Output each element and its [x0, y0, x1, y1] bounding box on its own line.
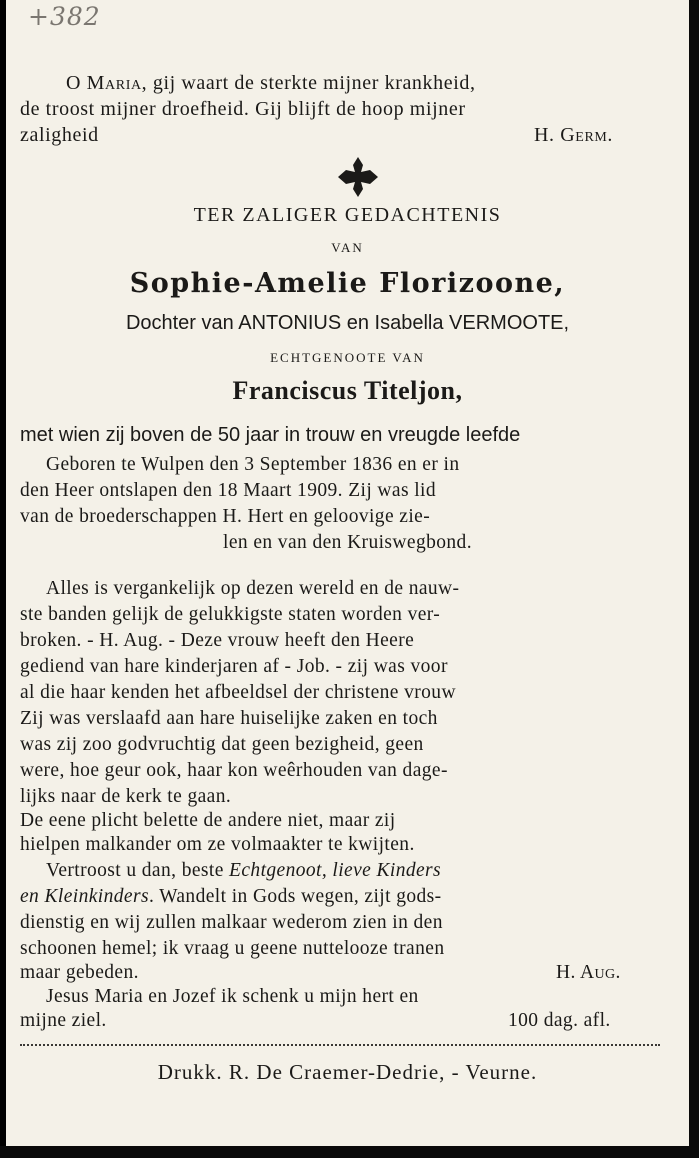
quote-line-3: zaligheid	[20, 124, 99, 146]
bio-line-3: van de broederschappen H. Hert en geloovige zie-	[20, 506, 431, 527]
bio-line-2: den Heer ontslapen den 18 Maart 1909. Zij was lid	[20, 480, 436, 501]
scan-border-bottom	[0, 1146, 699, 1158]
meditation-line-14: dienstig en wij zullen malkaar wederom zien in den	[20, 912, 443, 933]
quote-source: H. Germ.	[534, 124, 614, 146]
prayer-line-1: Jesus Maria en Jozef ik schenk u mijn hert en	[46, 986, 419, 1007]
quote-line-1	[66, 72, 476, 95]
meditation-line-12-start: Vertroost u dan, beste	[46, 860, 230, 881]
meditation-italic-family: Echtgenoot, lieve Kinders	[229, 860, 442, 881]
meditation-line-12	[46, 860, 441, 882]
meditation-line-10: De eene plicht belette de andere niet, maar zij	[20, 810, 396, 831]
parents-line: Dochter van ANTONIUS en Isabella VERMOOTE,	[125, 312, 570, 334]
meditation-line-3: broken. - H. Aug. - Deze vrouw heeft den Heere	[20, 630, 415, 651]
bio-line-1: Geboren te Wulpen den 3 September 1836 en er in	[46, 454, 460, 475]
quote-line-1-end: , gij waart de sterkte mijner krankheid,	[141, 72, 476, 94]
meditation-line-15: schoonen hemel; ik vraag u geene nuttelooze tranen	[20, 938, 445, 959]
meditation-line-5: al die haar kenden het afbeeldsel der christene vrouw	[20, 682, 456, 703]
van-label: VAN	[331, 240, 364, 255]
meditation-line-9: lijks naar de kerk te gaan.	[20, 786, 232, 807]
meditation-line-7: was zij zoo godvruchtig dat geen bezigheid, geen	[20, 734, 424, 755]
scan-border-right	[689, 0, 699, 1158]
quote-line-1-start: O	[66, 72, 87, 94]
meditation-line-6: Zij was verslaafd aan hare huiselijke zaken en toch	[20, 708, 438, 729]
cross-icon	[336, 155, 380, 199]
meditation-line-2: ste banden gelijk de gelukkigste staten worden ver-	[20, 604, 441, 625]
meditation-line-8: were, hoe geur ook, haar kon weêrhouden van dage-	[20, 760, 448, 781]
meditation-line-13-end: . Wandelt in Gods wegen, zijt gods-	[148, 886, 442, 907]
catalog-number: +382	[28, 2, 101, 31]
spouse-name: Franciscus Titeljon,	[232, 376, 463, 405]
quote-line-2: de troost mijner droefheid. Gij blijft de hoop mijner	[20, 98, 466, 120]
meditation-source: H. Aug.	[556, 962, 621, 983]
printer-credit: Drukk. R. De Craemer-Dedrie, - Veurne.	[157, 1060, 538, 1084]
marriage-line: met wien zij boven de 50 jaar in trouw en vreugde leefde	[20, 424, 521, 446]
quote-maria: Maria	[86, 72, 142, 94]
meditation-line-1: Alles is vergankelijk op dezen wereld en de nauw-	[46, 578, 460, 599]
meditation-line-16: maar gebeden.	[20, 962, 139, 983]
meditation-line-13	[20, 886, 442, 908]
deceased-name: Sophie-Amelie Florizoone,	[129, 268, 566, 299]
prayer-line-2: mijne ziel.	[20, 1010, 107, 1031]
bio-line-4: len en van den Kruiswegbond.	[223, 532, 472, 553]
spouse-label: ECHTGENOOTE VAN	[270, 350, 425, 365]
indulgence: 100 dag. afl.	[508, 1010, 611, 1031]
memorial-card	[6, 0, 689, 1146]
meditation-italic-grandchildren: en Kleinkinders	[20, 886, 149, 907]
meditation-line-4: gediend van hare kinderjaren af - Job. - zij was voor	[20, 656, 448, 677]
memorial-title: TER ZALIGER GEDACHTENIS	[193, 204, 502, 226]
meditation-line-11: hielpen malkander om ze volmaakter te kwijten.	[20, 834, 415, 855]
divider	[20, 1044, 660, 1046]
